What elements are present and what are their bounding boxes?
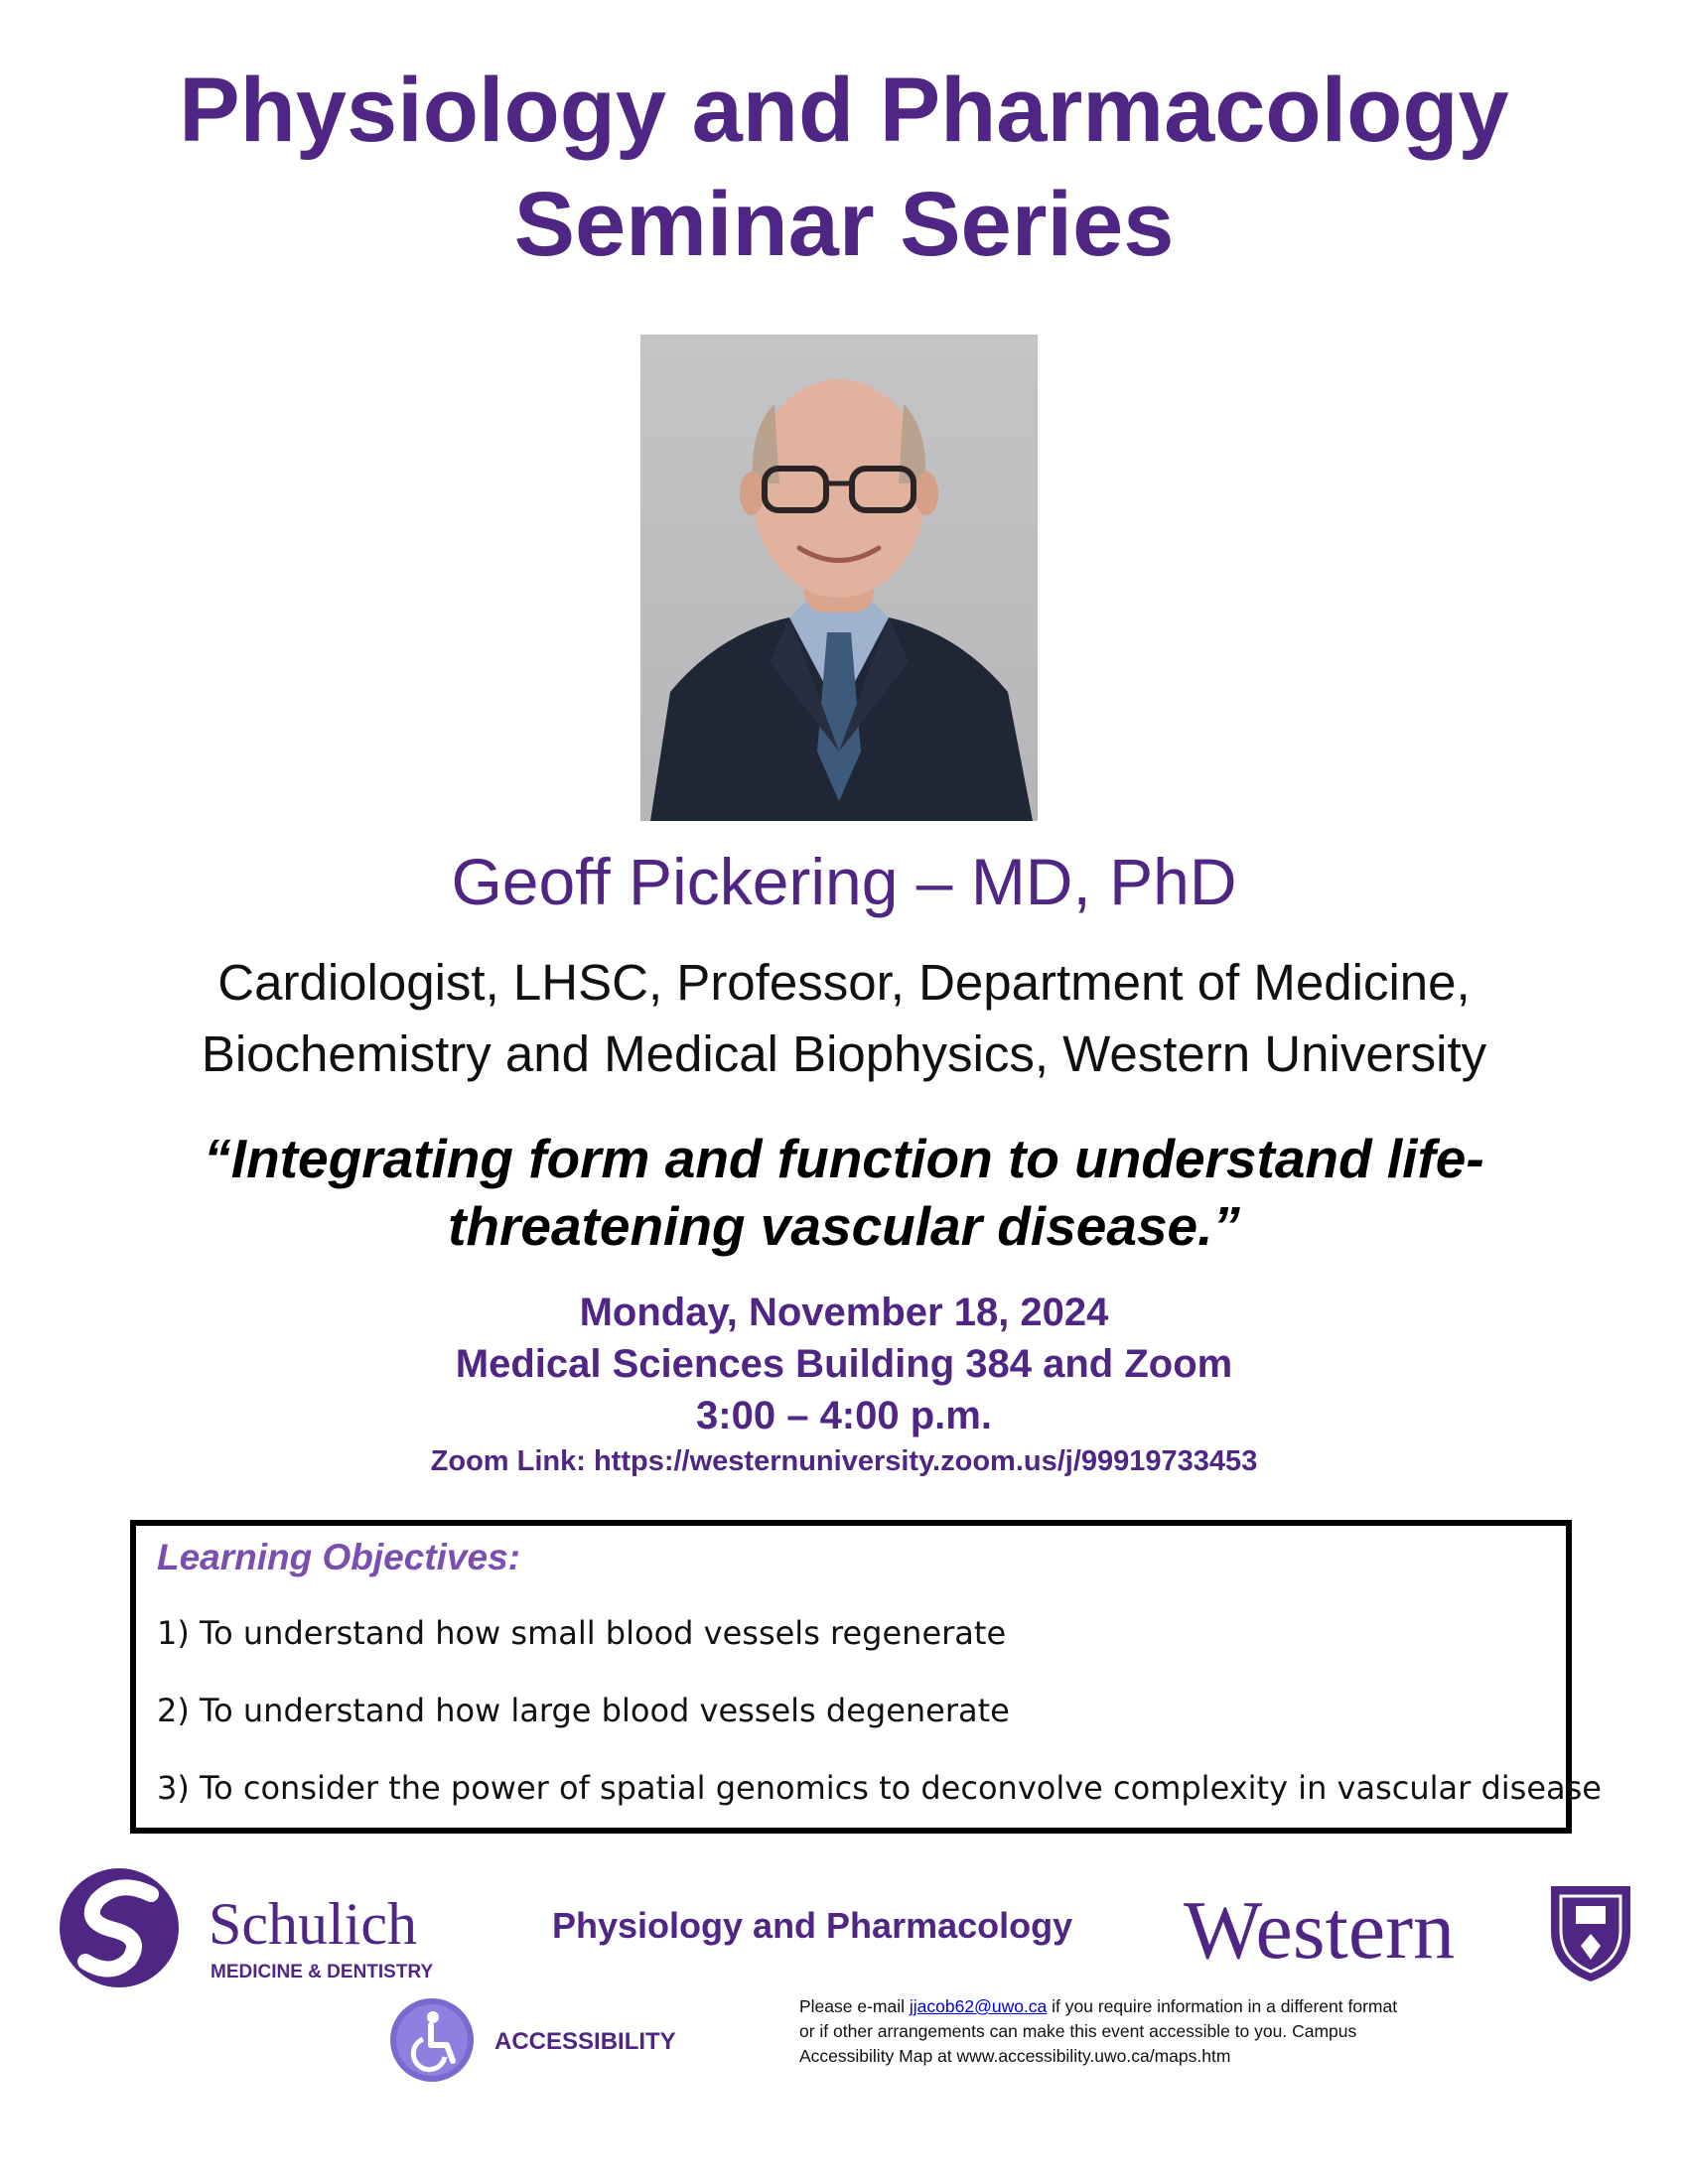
- speaker-affiliation-line-1: Cardiologist, LHSC, Professor, Department of Medicine,: [217, 954, 1471, 1011]
- note-line-3: Accessibility Map at www.accessibility.uwo.ca/maps.htm: [799, 2046, 1231, 2066]
- schulich-logo: [60, 1866, 467, 1990]
- accessibility-label: ACCESSIBILITY: [494, 2028, 676, 2055]
- page-title-line-2: Seminar Series: [513, 174, 1175, 275]
- talk-title-line-2: threatening vascular disease.”: [448, 1195, 1240, 1257]
- note-prefix: Please e-mail: [799, 1996, 910, 2016]
- learning-objective-item: 2) To understand how large blood vessels degenerate: [157, 1692, 1010, 1729]
- speaker-affiliation-line-2: Biochemistry and Medical Biophysics, Western University: [201, 1025, 1487, 1082]
- accessibility-logo: [387, 1995, 685, 2085]
- talk-title-line-1: “Integrating form and function to understand life-: [204, 1128, 1484, 1189]
- zoom-link[interactable]: Zoom Link: https://westernuniversity.zoom.us/j/99919733453: [430, 1445, 1258, 1477]
- speaker-photo: [640, 335, 1038, 821]
- schulich-subtitle: MEDICINE & DENTISTRY: [211, 1962, 434, 1982]
- page-title-line-1: Physiology and Pharmacology: [179, 60, 1509, 161]
- learning-objectives-heading: Learning Objectives:: [157, 1537, 520, 1577]
- learning-objective-item: 1) To understand how small blood vessels regenerate: [157, 1614, 1007, 1652]
- accessibility-note: [799, 1994, 1475, 2069]
- note-line-1-suffix: if you require information in a different format: [1047, 1996, 1398, 2016]
- schulich-s-emblem-icon: [60, 1866, 467, 1990]
- western-crest-icon: [1184, 1876, 1640, 1985]
- department-footer-label: Physiology and Pharmacology: [552, 1905, 1073, 1946]
- schulich-wordmark: Schulich: [209, 1891, 417, 1957]
- western-logo: [1184, 1876, 1640, 1985]
- learning-objective-item: 3) To consider the power of spatial genomics to deconvolve complexity in vascular disease: [157, 1769, 1602, 1807]
- speaker-name: Geoff Pickering – MD, PhD: [451, 845, 1237, 918]
- note-line-2: or if other arrangements can make this event accessible to you. Campus: [799, 2021, 1357, 2041]
- western-wordmark: Western: [1184, 1884, 1456, 1977]
- event-date: Monday, November 18, 2024: [579, 1291, 1109, 1334]
- wheelchair-icon: [387, 1995, 685, 2085]
- contact-email-link[interactable]: jjacob62@uwo.ca: [909, 1996, 1048, 2016]
- speaker-portrait-illustration: [640, 335, 1038, 821]
- event-location: Medical Sciences Building 384 and Zoom: [455, 1342, 1233, 1386]
- event-time: 3:00 – 4:00 p.m.: [696, 1394, 992, 1437]
